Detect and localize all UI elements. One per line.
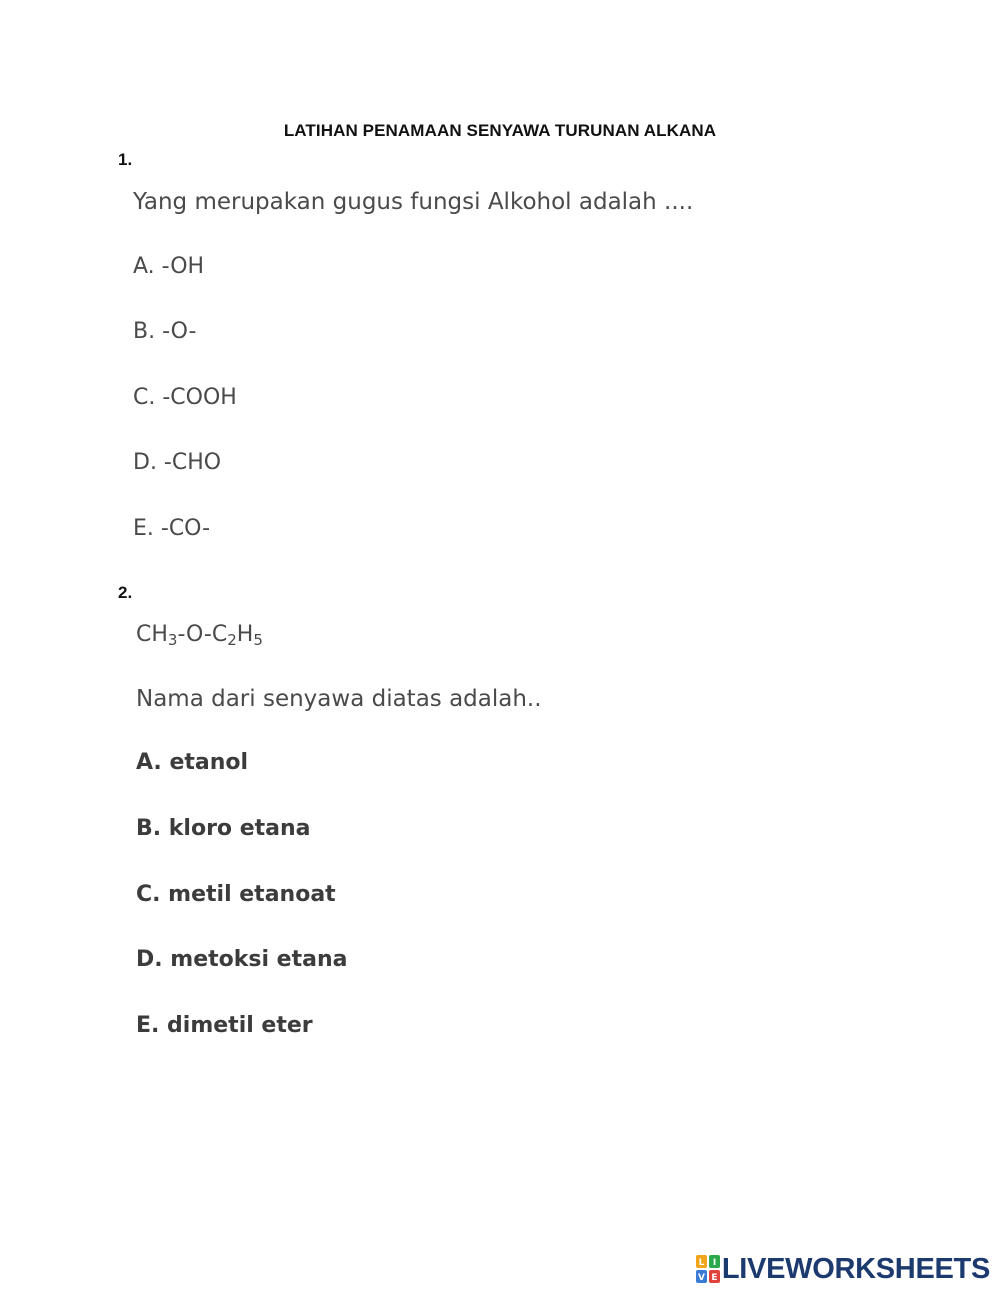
page-title: LATIHAN PENAMAAN SENYAWA TURUNAN ALKANA: [283, 121, 717, 140]
question-1-number: 1.: [118, 150, 133, 169]
liveworksheets-brand[interactable]: [696, 1252, 990, 1286]
question-1-option-b: B. -O-: [133, 319, 197, 344]
svg-text:E: E: [711, 1273, 718, 1283]
question-2-prompt: Nama dari senyawa diatas adalah..: [136, 686, 542, 712]
question-1-option-a: A. -OH: [133, 254, 205, 279]
question-1-option-d: D. -CHO: [133, 450, 222, 475]
question-1-prompt: Yang merupakan gugus fungsi Alkohol adalah ....: [133, 189, 694, 215]
liveworksheets-wordmark: LIVEWORKSHEETS: [721, 1252, 990, 1285]
svg-text:V: V: [697, 1273, 705, 1283]
question-2-option-e: E. dimetil eter: [136, 1013, 313, 1038]
svg-text:L: L: [698, 1258, 705, 1268]
question-1-option-e: E. -CO-: [133, 516, 211, 541]
question-2-option-d: D. metoksi etana: [136, 947, 348, 972]
question-1-option-c: C. -COOH: [133, 385, 237, 410]
svg-text:I: I: [712, 1258, 717, 1268]
question-2-option-a: A. etanol: [136, 750, 249, 775]
question-2-formula: $CH_3-O-C_2H_5$: [136, 622, 263, 649]
liveworksheets-logo-icon: [696, 1255, 720, 1283]
question-2-option-c: C. metil etanoat: [136, 882, 336, 907]
question-2-option-b: B. kloro etana: [136, 816, 311, 841]
question-2-number: 2.: [118, 583, 133, 602]
